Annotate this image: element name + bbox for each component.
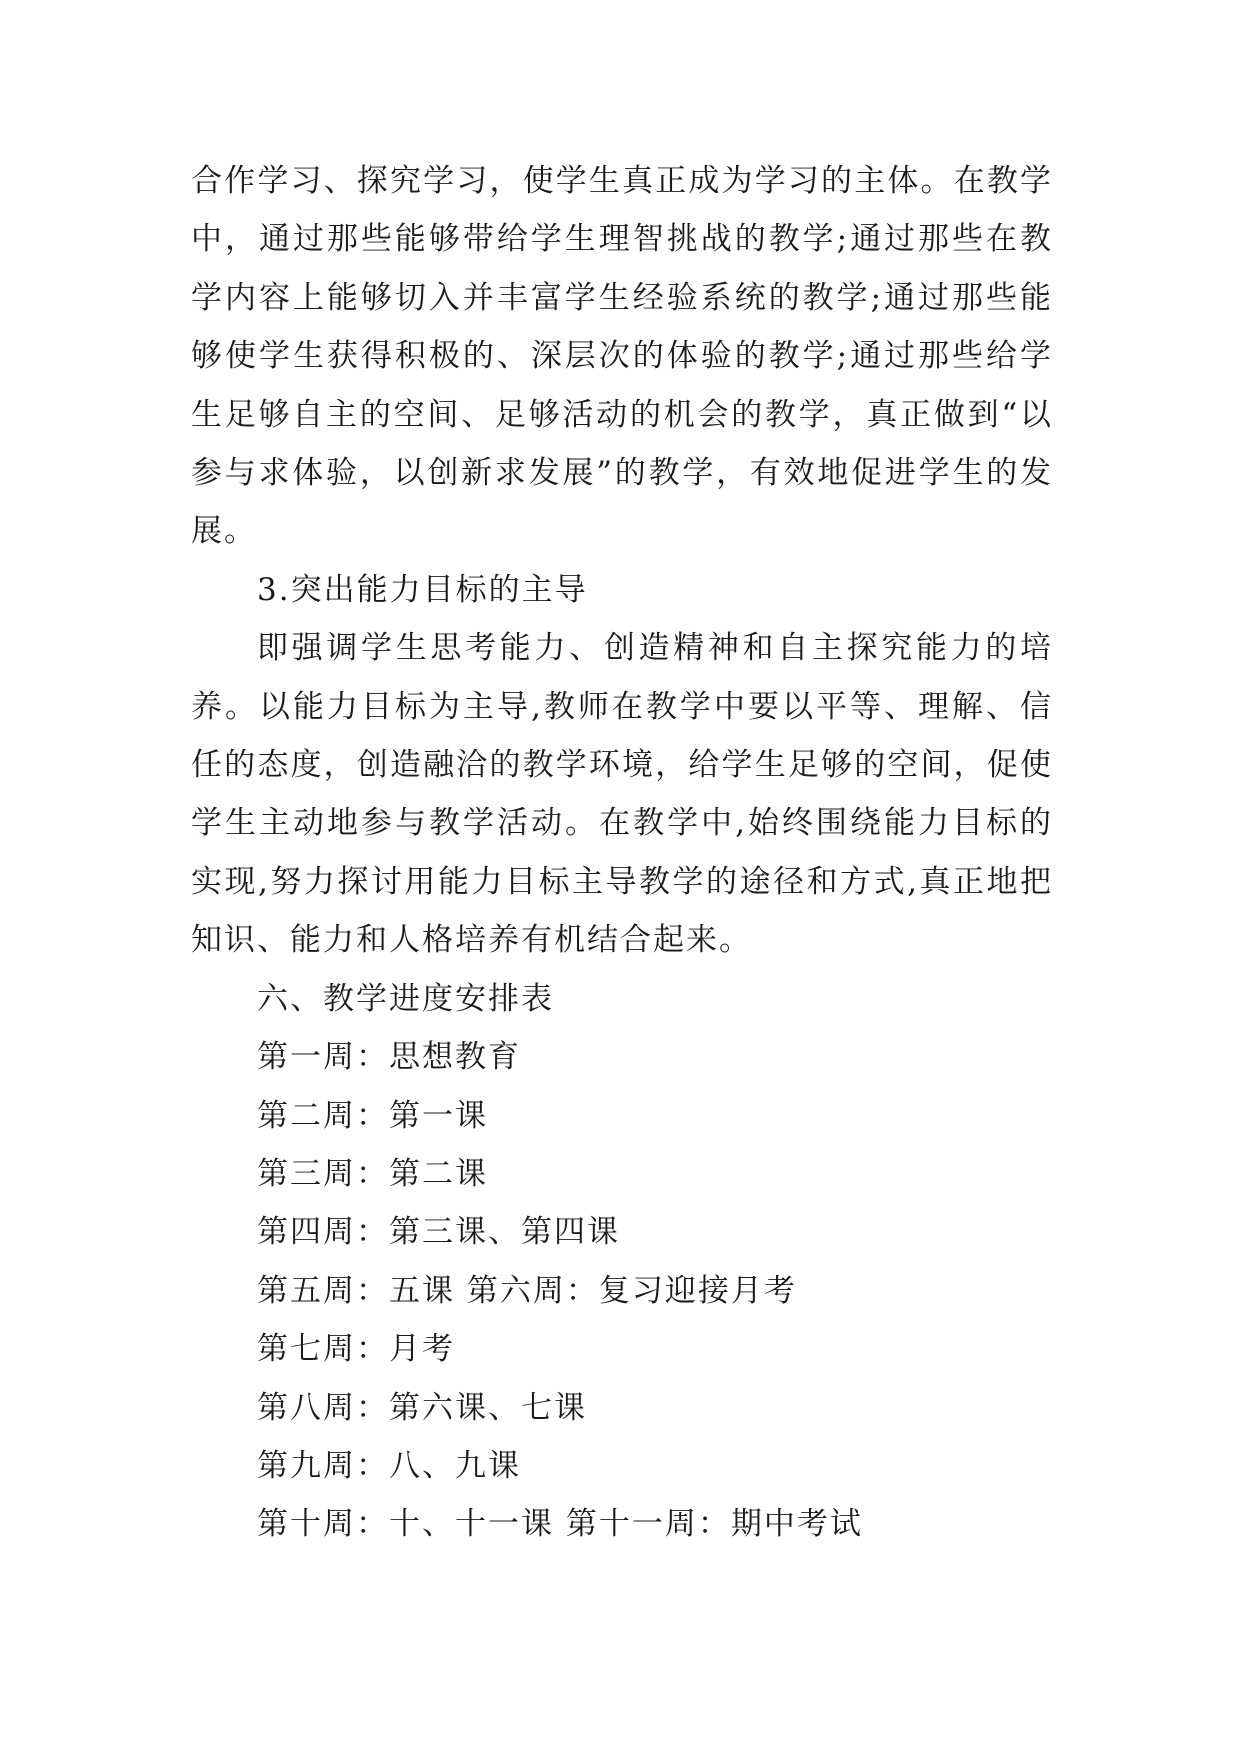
schedule-week-2: 第二周：第一课 xyxy=(257,1097,488,1134)
paragraph-2: 即强调学生思考能力、创造精神和自主探究能力的培养。以能力目标为主导,教师在教学中要以平等、理解、信任的态度，创造融洽的教学环境，给学生足够的空间，促使学生主动地参与教学活动。在教学中,始终围绕能力目标的实现,努力探讨用能力目标主导教学的途径和方式,真正地把知识、能力和人格培养有机结合起来。 xyxy=(191,630,1053,959)
schedule-week-5-6: 第五周：五课 第六周：复习迎接月考 xyxy=(257,1272,797,1309)
schedule-week-10-11: 第十周：十、十一课 第十一周：期中考试 xyxy=(257,1506,863,1543)
schedule-week-1: 第一周：思想教育 xyxy=(257,1039,521,1076)
heading-section-3: 3.突出能力目标的主导 xyxy=(257,571,588,608)
schedule-week-7: 第七周：月考 xyxy=(257,1331,455,1368)
heading-section-6: 六、教学进度安排表 xyxy=(257,980,554,1017)
schedule-week-3: 第三周：第二课 xyxy=(257,1155,488,1192)
schedule-week-8: 第八周：第六课、七课 xyxy=(257,1389,587,1426)
schedule-week-4: 第四周：第三课、第四课 xyxy=(257,1214,620,1251)
schedule-week-9: 第九周：八、九课 xyxy=(257,1447,521,1484)
paragraph-1: 合作学习、探究学习，使学生真正成为学习的主体。在教学中，通过那些能够带给学生理智挑战的教学;通过那些在教学内容上能够切入并丰富学生经验系统的教学;通过那些能够使学生获得积极的、深层次的体验的教学;通过那些给学生足够自主的空间、足够活动的机会的教学，真正做到“以参与求体验，以创新求发展”的教学，有效地促进学生的发展。 xyxy=(191,163,1053,550)
document-body xyxy=(191,152,1053,1554)
